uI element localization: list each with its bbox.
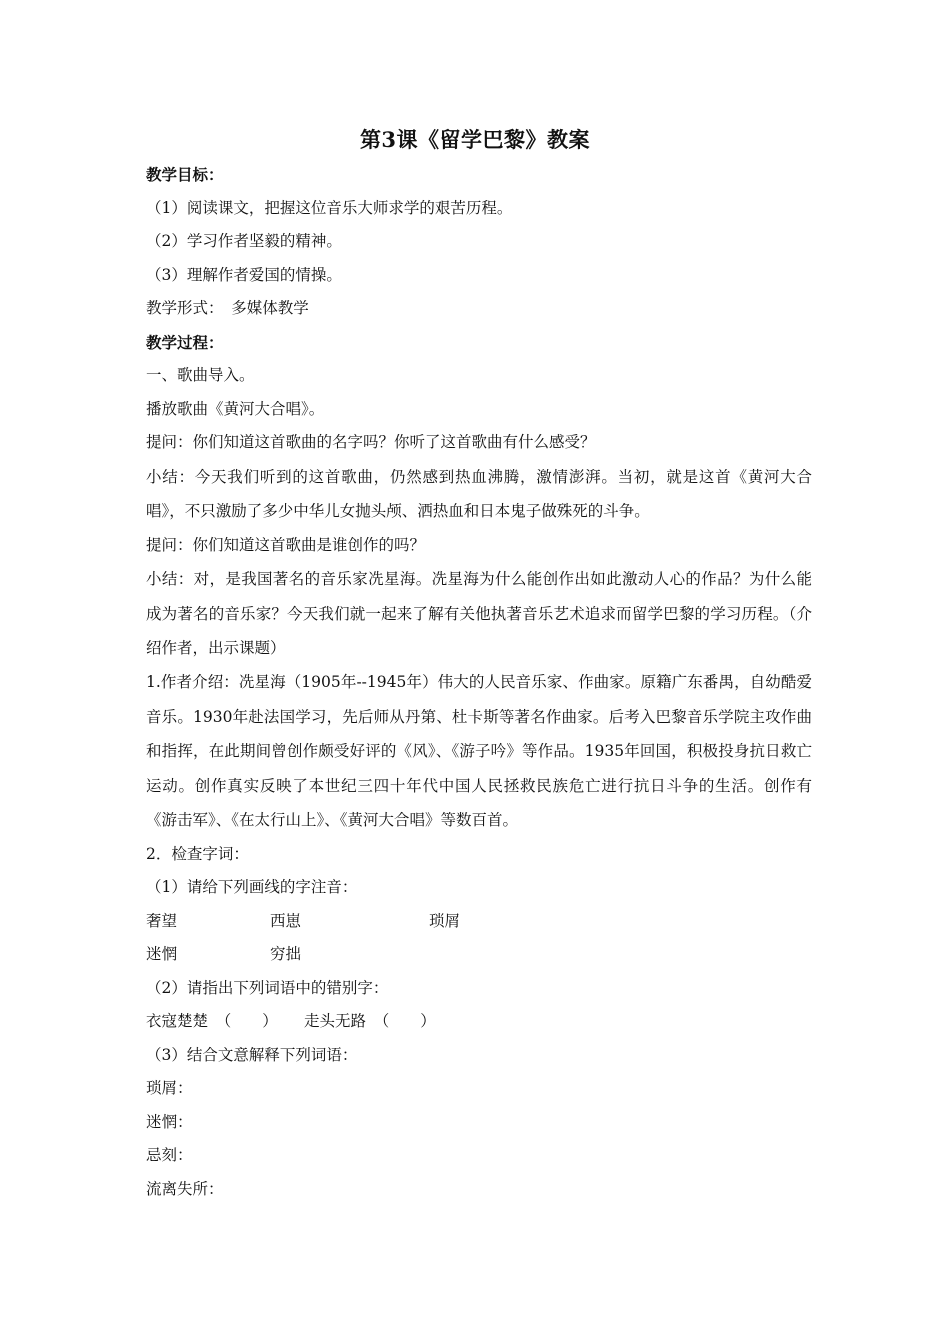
word: 奢望 xyxy=(146,911,178,930)
error-item: 衣寇楚楚 （ ） xyxy=(146,1012,278,1031)
goals-heading: 教学目标： xyxy=(146,165,224,184)
question-2: 提问：你们知道这首歌曲是谁创作的吗？ xyxy=(146,535,426,554)
lesson-content xyxy=(146,158,812,1206)
task-1: （1）请给下列画线的字注音： xyxy=(146,878,358,897)
lesson-title: 第3课《留学巴黎》教案 xyxy=(359,127,591,152)
summary-2: 小结：对，是我国著名的音乐家冼星海。冼星海为什么能创作出如此激动人心的作品？为什么能成为著名的音乐家？今天我们就一起来了解有关他执著音乐艺术追求而留学巴黎的学习历程。（介绍作者，出示课题） xyxy=(146,570,812,658)
goal-item: （1）阅读课文，把握这位音乐大师求学的艰苦历程。 xyxy=(146,198,513,217)
play-song: 播放歌曲《黄河大合唱》。 xyxy=(146,399,325,418)
goal-item: （3）理解作者爱国的情操。 xyxy=(146,265,342,284)
word-row-2 xyxy=(146,938,812,972)
error-row xyxy=(146,1005,812,1039)
term-item: 流离失所： xyxy=(146,1179,224,1198)
term-item: 忌刻： xyxy=(146,1146,193,1165)
author-intro: 1.作者介绍：冼星海（1905年--1945年）伟大的人民音乐家、作曲家。原籍广东番禺，自幼酷爱音乐。1930年赴法国学习，先后师从丹第、杜卡斯等著名作曲家。后考入巴黎音乐学院主攻作曲和指挥，在此期间曾创作颇受好评的《风》、《游子吟》等作品。1935年回国，积极投身抗日救亡运动。创作真实反映了本世纪三四十年代中国人民拯救民族危亡进行抗日斗争的生活。创作有《游击军》、《在太行山上》、《黄河大合唱》等数百首。 xyxy=(146,672,812,830)
check-heading: 2．检查字词： xyxy=(146,844,249,863)
goal-item: （2）学习作者坚毅的精神。 xyxy=(146,232,342,250)
word: 穷拙 xyxy=(270,945,302,964)
term-item: 迷惘： xyxy=(146,1112,193,1131)
process-heading: 教学过程： xyxy=(146,332,224,352)
section-heading: 一、歌曲导入。 xyxy=(146,366,255,384)
task-2: （2）请指出下列词语中的错别字： xyxy=(146,978,389,997)
summary-1: 小结：今天我们听到的这首歌曲，仍然感到热血沸腾，激情澎湃。当初，就是这首《黄河大合唱》，不只激励了多少中华儿女抛头颅、洒热血和日本鬼子做殊死的斗争。 xyxy=(146,467,812,521)
task-3: （3）结合文意解释下列词语： xyxy=(146,1045,358,1064)
word: 迷惘 xyxy=(146,945,178,964)
question-1: 提问：你们知道这首歌曲的名字吗？你听了这首歌曲有什么感受？ xyxy=(146,433,596,451)
term-item: 琐屑： xyxy=(146,1079,193,1098)
word-row-1 xyxy=(146,905,812,939)
word: 西崽 xyxy=(270,911,302,930)
error-item: 走头无路 （ ） xyxy=(304,1012,436,1031)
teaching-form: 教学形式： 多媒体教学 xyxy=(146,299,309,317)
word: 琐屑 xyxy=(429,911,461,930)
